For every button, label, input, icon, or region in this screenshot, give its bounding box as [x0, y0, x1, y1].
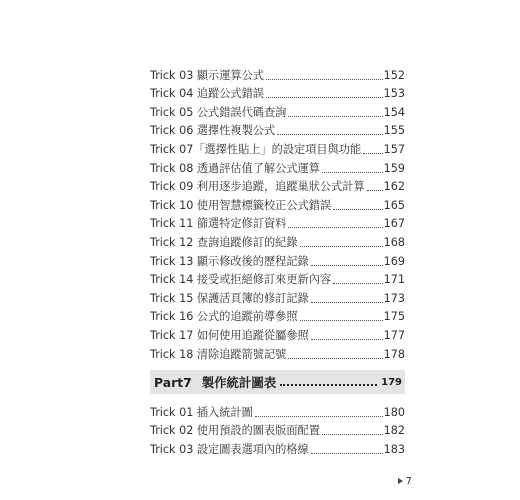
toc-item-page: 171 — [383, 273, 405, 287]
toc-item — [150, 64, 405, 83]
toc-item-page: 159 — [383, 161, 405, 175]
leader-dots — [255, 415, 383, 417]
toc-item-page: 169 — [383, 254, 405, 268]
leader-dots — [288, 115, 382, 117]
toc-item-page: 178 — [383, 347, 405, 361]
part-title: 製作統計圖表 — [201, 375, 277, 390]
toc-item-label: Trick 09 利用逐步追蹤，追蹤巢狀公式計算 — [150, 180, 365, 194]
leader-dots — [311, 338, 383, 340]
toc-item-page: 153 — [383, 87, 405, 101]
toc-item-label: Trick 11 篩選特定修訂資料 — [150, 217, 287, 231]
toc-item-label: Trick 17 如何使用追蹤從屬參照 — [150, 328, 309, 342]
part-page: 179 — [381, 376, 402, 388]
toc-item-label: Trick 12 查詢追蹤修訂的紀錄 — [150, 235, 298, 249]
toc-item-label: Trick 13 顯示修改後的歷程記錄 — [150, 254, 309, 268]
toc-item-page: 173 — [383, 291, 405, 305]
leader-dots — [367, 189, 383, 191]
leader-dots — [266, 78, 383, 80]
toc-item — [150, 176, 405, 195]
toc-item-label: Trick 15 保護活頁簿的修訂記錄 — [150, 291, 309, 305]
toc-item-label: Trick 03 設定圖表選項內的格線 — [150, 442, 309, 456]
leader-dots — [280, 376, 377, 386]
toc-item-page: 167 — [383, 217, 405, 231]
toc-item-label: Trick 03 顯示運算公式 — [150, 68, 264, 82]
triangle-icon — [398, 478, 403, 484]
toc-item — [150, 138, 405, 157]
toc-item — [150, 213, 405, 232]
leader-dots — [363, 152, 383, 154]
page-footer — [398, 476, 412, 487]
toc-item — [150, 101, 405, 120]
part-toc-list — [150, 401, 405, 457]
leader-dots — [322, 171, 383, 173]
toc-item-label: Trick 06 選擇性複製公式 — [150, 124, 276, 138]
toc-item — [150, 438, 405, 457]
toc-item-label: Trick 07「選擇性貼上」的設定項目與功能 — [150, 142, 362, 156]
leader-dots — [288, 357, 382, 359]
toc-item — [150, 287, 405, 306]
toc-item — [150, 83, 405, 102]
toc-list — [150, 64, 405, 362]
leader-dots — [322, 433, 383, 435]
leader-dots — [288, 226, 382, 228]
toc-item-page: 168 — [383, 235, 405, 249]
leader-dots — [311, 301, 383, 303]
leader-dots — [333, 282, 383, 284]
toc-item — [150, 269, 405, 288]
part-heading — [150, 370, 405, 394]
toc-item — [150, 401, 405, 420]
toc-item-page: 157 — [383, 142, 405, 156]
toc-item — [150, 343, 405, 362]
toc-item — [150, 120, 405, 139]
page-number: 7 — [405, 476, 412, 487]
leader-dots — [311, 264, 383, 266]
toc-item-label: Trick 10 使用智慧標籤校正公式錯誤 — [150, 198, 332, 212]
leader-dots — [311, 452, 383, 454]
toc-item-page: 162 — [383, 180, 405, 194]
toc-item-label: Trick 18 清除追蹤箭號記號 — [150, 347, 287, 361]
toc-item — [150, 231, 405, 250]
toc-item-page: 182 — [383, 424, 405, 438]
toc-item-page: 180 — [383, 405, 405, 419]
toc-item — [150, 194, 405, 213]
toc-item — [150, 250, 405, 269]
toc-item-label: Trick 04 追蹤公式錯誤 — [150, 87, 264, 101]
toc-item-label: Trick 14 接受或拒絕修訂來更新內容 — [150, 273, 332, 287]
leader-dots — [277, 133, 382, 135]
toc-item — [150, 420, 405, 439]
toc-item-page: 152 — [383, 68, 405, 82]
toc-item-label: Trick 02 使用預設的圖表版面配置 — [150, 424, 320, 438]
toc-item-page: 175 — [383, 310, 405, 324]
toc-item — [150, 324, 405, 343]
toc-item-page: 154 — [383, 105, 405, 119]
leader-dots — [266, 96, 383, 98]
leader-dots — [333, 208, 383, 210]
toc-item-page: 165 — [383, 198, 405, 212]
leader-dots — [300, 245, 383, 247]
toc-item-label: Trick 16 公式的追蹤前導參照 — [150, 310, 298, 324]
toc-item-label: Trick 05 公式錯誤代碼查詢 — [150, 105, 287, 119]
leader-dots — [300, 319, 383, 321]
toc-item-page: 155 — [383, 124, 405, 138]
toc-item-label: Trick 08 透過評估值了解公式運算 — [150, 161, 320, 175]
part-label: Part7 — [154, 374, 192, 390]
toc-item-label: Trick 01 插入統計圖 — [150, 405, 253, 419]
toc-item-page: 177 — [383, 328, 405, 342]
toc-item — [150, 306, 405, 325]
toc-item — [150, 157, 405, 176]
toc-item-page: 183 — [383, 442, 405, 456]
